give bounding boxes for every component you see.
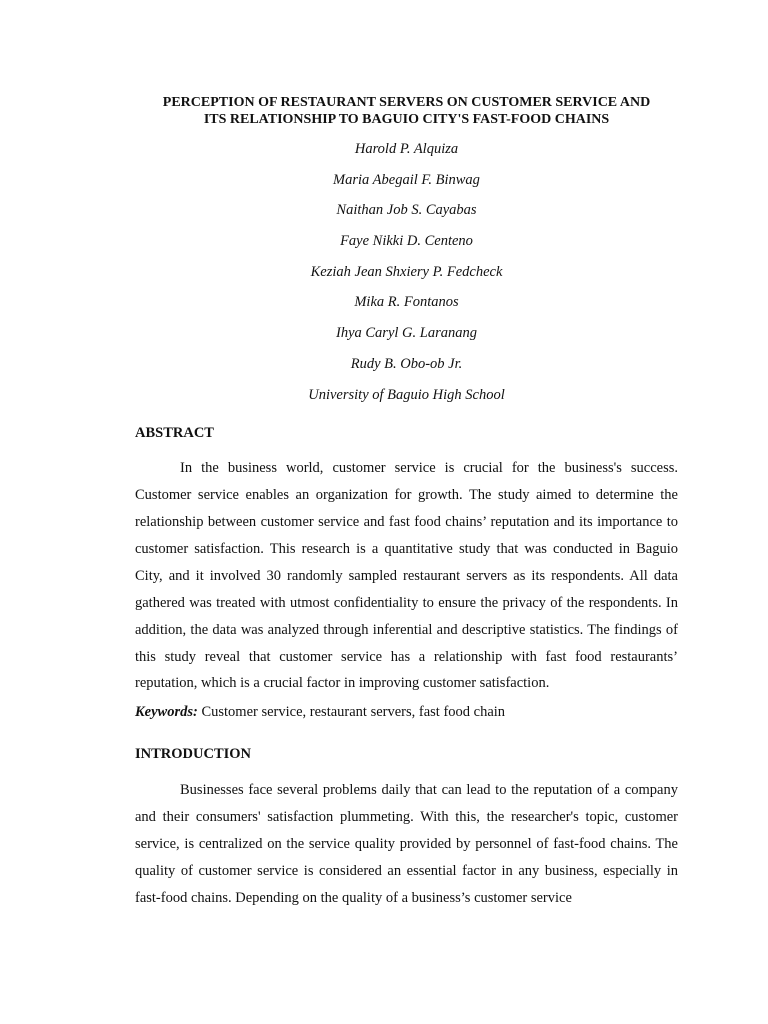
author-name: Mika R. Fontanos <box>354 294 459 311</box>
page-content <box>135 94 678 912</box>
author-name: Keziah Jean Shxiery P. Fedcheck <box>310 263 503 280</box>
introduction-body: Businesses face several problems daily that can lead to the reputation of a company and their consumers' satisfaction plummeting. With this, the researcher's topic, customer service, is centralized on the service quality provided by personnel of fast-food chains. The quality of customer service is considered an essential factor in any business, especially in fast-food chains. Depending on the quality of a business’s customer service <box>135 782 678 906</box>
abstract-heading: ABSTRACT <box>135 425 214 442</box>
author-name: Rudy B. Obo-ob Jr. <box>350 355 463 372</box>
author-name: Maria Abegail F. Binwag <box>333 171 480 188</box>
paper-title-line-2: ITS RELATIONSHIP TO BAGUIO CITY'S FAST-FOOD CHAINS <box>203 112 610 127</box>
introduction-heading: INTRODUCTION <box>135 746 252 763</box>
affiliation: University of Baguio High School <box>308 386 505 403</box>
author-list <box>135 134 678 410</box>
author-name: Naithan Job S. Cayabas <box>336 202 477 219</box>
keywords-line <box>135 703 678 721</box>
paper-title-line-1: PERCEPTION OF RESTAURANT SERVERS ON CUSTOMER SERVICE AND <box>162 95 651 110</box>
author-name: Harold P. Alquiza <box>354 141 459 157</box>
author-name: Faye Nikki D. Centeno <box>340 233 473 250</box>
keywords-text: Customer service, restaurant servers, fast food chain <box>201 704 506 721</box>
author-name: Ihya Caryl G. Laranang <box>336 325 477 342</box>
paper-title <box>135 94 678 128</box>
keywords-label: Keywords: <box>135 704 198 721</box>
abstract-body: In the business world, customer service is crucial for the business's success. Customer service enables an organization for growth. The study aimed to determine the relationship between customer service and fast food chains’ reputation and its importance to customer satisfaction. This research is a quantitative study that was conducted in Baguio City, and it involved 30 randomly sampled restaurant servers as its respondents. All data gathered was treated with utmost confidentiality to ensure the privacy of the respondents. In addition, the data was analyzed through inferential and descriptive statistics. The findings of this study reveal that customer service has a relationship with fast food restaurants’ reputation, which is a crucial factor in improving customer satisfaction. <box>135 460 678 692</box>
